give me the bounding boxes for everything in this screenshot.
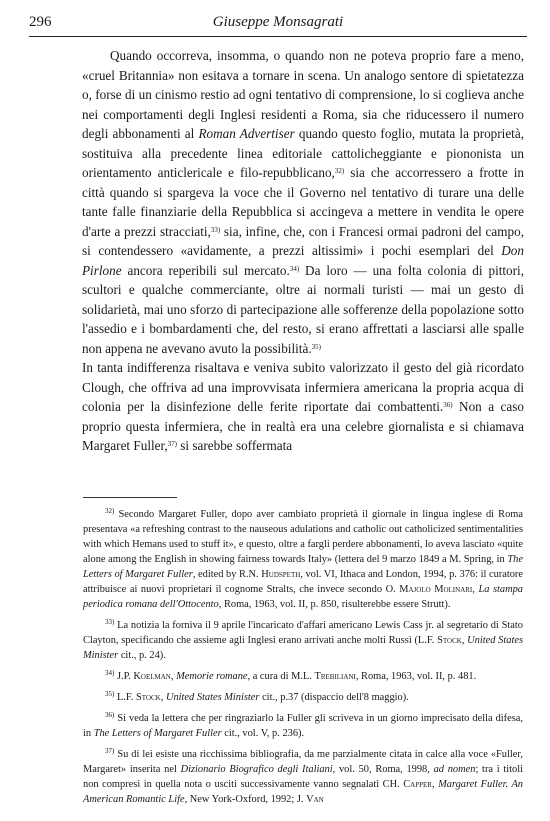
text-run: , [472, 584, 479, 595]
text-run: J.P. [114, 671, 134, 682]
text-run: , [160, 692, 166, 703]
footnote-35 [83, 690, 523, 705]
text-run: sia che accorressero a frotte in città quando si spargeva la voce che il Governo nel tentativo di turare una delle tante falle finanziarie della Repubblica si accingeva a mettere in vendita le opere d'arte a prezzi stracciati, [82, 165, 524, 239]
text-run: La notizia la forniva il 9 aprile l'incaricato d'affari americano Lewis Cass jr. al segretario di Stato Clayton, specificando che assieme agli Inglesi erano arrivati anche molti Russi (L.F. [83, 620, 523, 646]
paragraph-1 [82, 46, 524, 358]
author-name: Majolo Molinari [399, 584, 473, 595]
text-run: ; tra i titoli non compresi in quella nota o usciti successivamente vanno segnalati CH. [83, 764, 524, 790]
italic-title: Dizionario Biografico degli Italiani [180, 764, 333, 775]
note-ref-37: 37) [167, 440, 177, 448]
footnote-34 [83, 669, 523, 684]
footnotes [83, 507, 523, 813]
author-name: Stock [136, 692, 161, 703]
note-ref-36: 36) [443, 401, 453, 409]
note-ref-32: 32) [334, 167, 345, 175]
text-run: , [170, 671, 177, 682]
text-run: , vol. VI, Ithaca and London, 1994, p. 376: il curatore attribuisce ai nuovi proprietari il cognome Stralts, che invece secondo O. [83, 569, 523, 595]
footnote-separator [83, 497, 177, 498]
footnote-36 [83, 711, 523, 741]
italic-title: Memorie romane [176, 671, 248, 682]
italic-title: Don Pirlone [82, 243, 524, 278]
text-run: , Roma, 1963, vol. II, p. 481. [355, 671, 477, 682]
footnote-37 [83, 747, 523, 807]
author-name: Capper [403, 779, 432, 790]
footnote-number: 32) [105, 507, 115, 515]
text-run: , [461, 635, 468, 646]
footnote-number: 33) [105, 618, 115, 626]
footnote-number: 36) [105, 711, 115, 719]
italic-title: La stampa periodica romana dell'Ottocento [83, 584, 524, 610]
note-ref-33: 33) [210, 225, 221, 234]
text-run: , Roma, 1963, vol. II, p. 850, risulterebbe essere Strutt). [218, 599, 451, 610]
text-run: , edited by R.N. [192, 569, 262, 580]
text-run: ancora reperibili sul mercato. [121, 262, 290, 278]
page-header [29, 12, 527, 37]
text-run: si sarebbe soffermata [177, 438, 293, 453]
note-ref-35: 35) [311, 342, 321, 351]
footnote-number: 37) [105, 747, 115, 755]
text-run: , vol. 50, Roma, 1998, [332, 764, 434, 775]
footnote-number: 34) [105, 669, 115, 677]
text-run: cit., p. 24). [118, 650, 166, 661]
text-run: sia, infine, che, con i Francesi ormai padroni del campo, si contendessero «avidamente, a prezzi altissimi» i pochi esemplari del [82, 223, 524, 258]
author-name: Trebiliani [314, 671, 356, 682]
italic-title: The Letters of Margaret Fuller [83, 554, 523, 580]
text-run: cit., p.37 (dispaccio dell'8 maggio). [259, 692, 409, 703]
author-name: Van [306, 794, 324, 805]
paragraph-2 [82, 358, 524, 456]
italic-title: United States Minister [83, 635, 523, 661]
author-name: Koelman [133, 671, 171, 682]
footnote-32 [83, 507, 523, 612]
text-run: quando questo foglio, mutata la proprietà, sostituiva alla precedente linea editoriale cattolicheggiante e piononista un orientamento anticlericale e filo-repubblicano, [82, 126, 524, 180]
italic-title: The Letters of Margaret Fuller [93, 728, 222, 739]
text-run: cit., vol. V, p. 236). [221, 728, 305, 739]
text-run: In tanta indifferenza risaltava e veniva subito valorizzato il gesto del già ricordato Clough, che offriva ad una improvvisata infermiera americana la propria acqua di colonia per la disinfezione delle ferite riportate dai combattenti. [82, 360, 524, 414]
note-ref-34: 34) [289, 264, 300, 273]
running-title: Giuseppe Monsagrati [212, 14, 344, 30]
italic-title: Margaret Fuller. An American Romantic Life [83, 779, 523, 805]
italic-title: United States Minister [165, 692, 260, 703]
text-run: , [431, 779, 439, 790]
italic-term: ad nomen [433, 764, 476, 775]
text-run: Non a caso proprio questa infermiera, che in realtà era una celebre giornalista e si chiamava Margaret Fuller, [82, 399, 524, 453]
text-run: Su di lei esiste una ricchissima bibliografia, da me parzialmente citata in calce alla voce «Fuller, Margaret» inserita nel [83, 749, 523, 775]
text-run: Da loro — una folta colonia di pittori, scultori e qualche commerciante, oltre ai normali turisti — mai un gesto di solidarietà, mai uno sforzo di partecipazione alle sofferenze della popolazione sotto l'assedio e i bombardamenti che, del resto, si erano affrettati a lasciarsi alle spalle non appena ne avevano avuto la possibilità. [82, 262, 525, 356]
footnote-number: 35) [105, 690, 115, 698]
text-run: , New York-Oxford, 1992; J. [184, 794, 307, 805]
footnote-33 [83, 618, 523, 663]
main-text [82, 46, 524, 456]
page-number: 296 [29, 14, 52, 30]
text-run: Secondo Margaret Fuller, dopo aver cambiato proprietà il giornale in lingua inglese di Roma presentava «a refreshing contrast to the nauseous adulations and catholic out catholicized sentimentalities with which Hemans used to stuff it», e questo, oltre a fargli perdere abbonamenti, lo aveva lasciato «quite alone among the English in showing fairness towards Italy» (lettera del 9 marzo 1849 a M. Spring, in [83, 509, 523, 565]
author-name: Stock [437, 635, 462, 646]
author-name: Hudspeth [261, 569, 301, 580]
text-run: , a cura di M.L. [247, 671, 315, 682]
text-run: Quando occorreva, insomma, o quando non ne poteva proprio fare a meno, «cruel Britannia» non esitava a tornare in scena. Un analogo sentore di spietatezza o, forse di un cinismo restio ad ogni tentativo di comprensione, lo si coglieva anche nei comportamenti degli Inglesi residenti a Roma, sia che riducessero il numero degli abbonamenti al [82, 48, 524, 141]
text-run: Si veda la lettera che per ringraziarlo la Fuller gli scriveva in un giorno imprecisato della difesa, in [83, 713, 523, 739]
italic-title: Roman Advertiser [198, 126, 295, 141]
text-run: L.F. [114, 692, 137, 703]
